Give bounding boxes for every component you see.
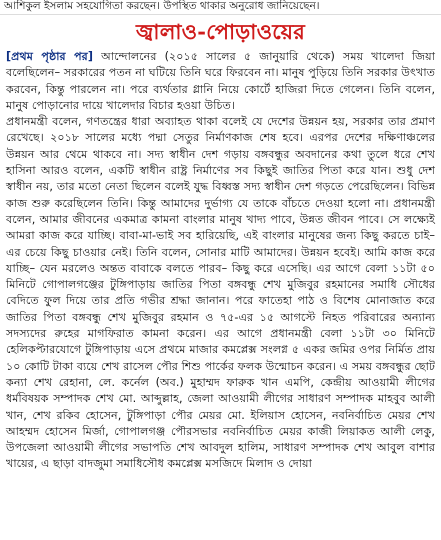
continuation-label: [প্রথম পৃষ্ঠার পর]	[6, 50, 93, 63]
article-paragraph-1	[6, 49, 435, 114]
article-body	[0, 49, 441, 473]
article-paragraph-2	[6, 114, 435, 473]
paragraph-1-text: আন্দোলনের (২০১৫ সালের ৫ জানুয়ারি থেকে) সময় খালেদা জিয়া বলেছিলেন– সরকারের পতন না ঘটিয়ে তিনি ঘরে ফিরবেন না। মানুষ পুড়িয়ে তিনি সরকার উৎখাত করবেন, কিন্তু পারলেন না। পরে ব্যর্থতার গ্লানি নিয়ে কোর্টে হাজিরা দিতে গেলেন। তিনি বলেন, মানুষ পোড়ানোর দায়ে খালেদার বিচার হওয়া উচিত।	[6, 50, 435, 112]
previous-article-fragment: আশিকুল ইসলাম সহযোগিতা করছেন। উপস্থিত থাকার অনুরোধ জানিয়েছেন।	[0, 0, 441, 15]
headline: জ্বালাও-পোড়াওয়ের	[136, 19, 305, 44]
headline-container	[0, 19, 441, 45]
paragraph-2-text: প্রধানমন্ত্রী বলেন, গণতন্ত্রের ধারা অব্যাহত থাকা বলেই যে দেশের উন্নয়ন হয়, সরকার তার প্রমাণ রেখেছে। ২০১৮ সালের মধ্যে পদ্মা সেতুর নির্মাণকাজ শেষ হবে। এরপর দেশের দক্ষিণাঞ্চলের উন্নয়ন আর থেমে থাকবে না। সদ্য স্বাধীন দেশ গড়ায় বঙ্গবন্ধুর অবদানের কথা তুলে ধরে শেখ হাসিনা আরও বলেন, একটি স্বাধীন রাষ্ট্র নির্মাণের সব কিছুই জাতির পিতা করে যান। শুধু দেশ স্বাধীন নয়, তার মতো নেতা ছিলেন বলেই যুদ্ধ বিধ্বস্ত সদ্য স্বাধীন দেশ গড়তে পেরেছিলেন। বিভিন্ন কাজ শুরু করেছিলেন তিনি। কিন্তু আমাদের দুর্ভাগ্য যে তাকে বাঁচতে দেওয়া হলো না। প্রধানমন্ত্রী বলেন, আমার জীবনের একমাত্র কামনা বাংলার মানুষ খাদ্য পাবে, উন্নত জীবন পাবে। সে লক্ষ্যেই আমরা কাজ করে যাচ্ছি। বাবা-মা-ভাই সব হারিয়েছি, এই বাংলার মানুষের জন্য কিছু করতে চাই– এর চেয়ে কিছু চাওয়ার নেই। তিনি বলেন, সোনার মাটি আমাদের। উন্নয়ন হবেই। আমি কাজ করে যাচ্ছি– যেন মরলেও অন্তত বাবাকে বলতে পারব– কিছু করে এসেছি। এর আগে বেলা ১১টা ৫০ মিনিটে গোপালগঞ্জের টুঙ্গিপাড়ায় জাতির পিতা বঙ্গবন্ধু শেখ মুজিবুর রহমানের সমাধি সৌধের বেদিতে ফুল দিয়ে তার প্রতি গভীর শ্রদ্ধা জানান। পরে ফাতেহা পাঠ ও বিশেষ মোনাজাত করে জাতির পিতা বঙ্গবন্ধু শেখ মুজিবুর রহমান ও ৭৫-এর ১৫ আগস্টে নিহত পরিবারের অন্যান্য সদস্যদের রুহের মাগফিরাত কামনা করেন। এর আগে প্রধানমন্ত্রী বেলা ১১টা ৩০ মিনিটে হেলিকপ্টারযোগে টুঙ্গিপাড়ায় এসে প্রথমে মাজার কমপ্লেক্স সংলগ্ন ৫ একর জমির ওপর নির্মিত প্রায় ১০ কোটি টাকা ব্যয়ে শেখ রাসেল পৌর শিশু পার্কের ফলক উন্মোচন করেন। এ সময় বঙ্গবন্ধুর ছোট কন্যা শেখ রেহানা, লে. কর্নেল (অব.) মুহাম্মদ ফারুক খান এমপি, কেন্দ্রীয় আওয়ামী লীগের ধর্মবিষয়ক সম্পাদক শেখ মো. আব্দুল্লাহ, জেলা আওয়ামী লীগের সাধারণ সম্পাদক মাহবুব আলী খান, শেখ রকিব হোসেন, টুঙ্গিপাড়া পৌর মেয়র মো. ইলিয়াস হোসেন, নবনির্বাচিত মেয়র শেখ আহম্মদ হোসেন মির্জা, গোপালগঞ্জ পৌরসভার নবনির্বাচিত মেয়র কাজী লিয়াকত আলী লেকু, উপজেলা আওয়ামী লীগের সভাপতি শেখ আবদুল হালিম, সাধারণ সম্পাদক শেখ আবুল বাশার খায়ের, এ ছাড়া বাদজুমা সমাধিসৌধ কমপ্লেক্স মসজিদে মিলাদ ও দোয়া	[6, 115, 435, 471]
